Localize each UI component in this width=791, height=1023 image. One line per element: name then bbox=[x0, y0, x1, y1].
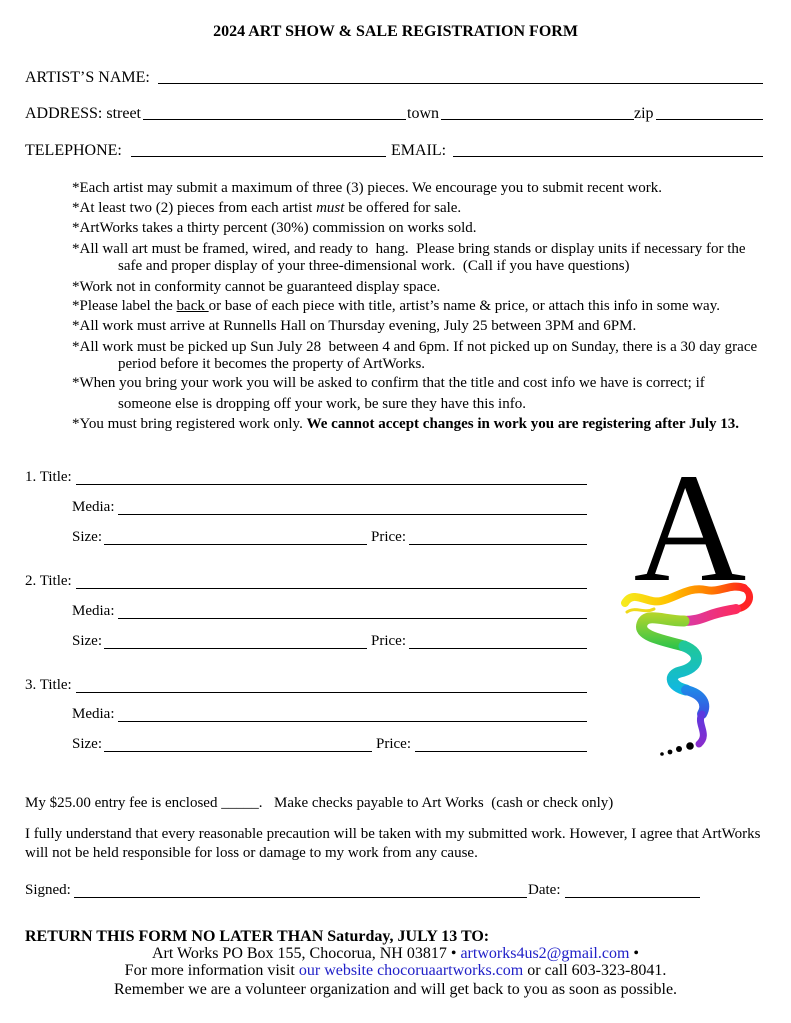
swirl-segment-cyan bbox=[672, 646, 696, 690]
swirl-segment-purple bbox=[699, 714, 703, 744]
entry-3-price-label: Price: bbox=[376, 736, 411, 752]
rule-commission: *ArtWorks takes a thirty percent (30%) commission on works sold. bbox=[72, 220, 477, 236]
street-field[interactable] bbox=[143, 119, 406, 120]
entry-1-media-field[interactable] bbox=[118, 514, 587, 515]
entry-3-size-label: Size: bbox=[72, 736, 102, 752]
entry-2-title-field[interactable] bbox=[76, 588, 587, 589]
entry-3-media-label: Media: bbox=[72, 706, 115, 722]
rule-wall-art: *All wall art must be framed, wired, and ready to hang. Please bring stands or display units if necessary for the bbox=[72, 241, 746, 257]
rule-text: *You must bring registered work only. bbox=[72, 416, 307, 432]
town-field[interactable] bbox=[441, 119, 634, 120]
entry-3-size-field[interactable] bbox=[104, 751, 372, 752]
rule-emphasis: must bbox=[316, 200, 345, 216]
rule-text: *At least two (2) pieces from each artist bbox=[72, 200, 317, 216]
entry-3-title-field[interactable] bbox=[76, 692, 587, 693]
info-text: For more information visit bbox=[124, 962, 299, 979]
rule-arrival: *All work must arrive at Runnells Hall on Thursday evening, July 25 between 3PM and 6PM. bbox=[72, 318, 637, 334]
email-label: EMAIL: bbox=[391, 142, 447, 159]
entry-2-size-label: Size: bbox=[72, 633, 102, 649]
swirl-dot bbox=[660, 752, 664, 756]
rule-underlined: back bbox=[176, 298, 209, 314]
rule-confirm-info: *When you bring your work you will be asked to confirm that the title and cost info we have is correct; if bbox=[72, 375, 705, 391]
rule-bold-notice: We cannot accept changes in work you are registering after July 13. bbox=[306, 416, 740, 432]
date-field[interactable] bbox=[565, 897, 700, 898]
entry-1-media-label: Media: bbox=[72, 499, 115, 515]
mailing-address-line bbox=[0, 945, 791, 963]
rule-labeling bbox=[72, 298, 720, 315]
swirl-segment-green bbox=[642, 618, 684, 646]
form-title: 2024 ART SHOW & SALE REGISTRATION FORM bbox=[213, 23, 578, 40]
info-line bbox=[0, 962, 791, 980]
logo-letter: A bbox=[633, 460, 747, 614]
swirl-segment-blue bbox=[686, 690, 704, 714]
rule-pickup: *All work must be picked up Sun July 28 between 4 and 6pm. If not picked up on Sunday, there is a 30 day grace bbox=[72, 339, 758, 355]
rule-wall-art-continued: safe and proper display of your three-dimensional work. (Call if you have questions) bbox=[118, 258, 630, 274]
artworks-logo bbox=[612, 460, 760, 765]
rule-max-pieces: *Each artist may submit a maximum of three (3) pieces. We encourage you to submit recent work. bbox=[72, 180, 663, 196]
swirl-dot bbox=[676, 746, 682, 752]
rule-text: or base of each piece with title, artist’s name & price, or attach this info in some way. bbox=[208, 298, 720, 314]
swirl-dot bbox=[686, 742, 694, 750]
entry-2-price-label: Price: bbox=[371, 633, 406, 649]
rule-confirm-info-continued: someone else is dropping off your work, be sure they have this info. bbox=[118, 396, 526, 412]
rule-registered-only bbox=[72, 416, 739, 433]
zip-field[interactable] bbox=[656, 119, 763, 120]
address-street-label: ADDRESS: street bbox=[25, 105, 141, 122]
telephone-label: TELEPHONE: bbox=[25, 142, 122, 159]
rule-text: be offered for sale. bbox=[344, 200, 462, 216]
entry-2-media-field[interactable] bbox=[118, 618, 587, 619]
entry-3-title-label: 3. Title: bbox=[25, 677, 72, 693]
entry-1-title-field[interactable] bbox=[76, 484, 587, 485]
artist-name-field[interactable] bbox=[158, 83, 763, 84]
rule-pickup-continued: period before it becomes the property of ArtWorks. bbox=[118, 356, 426, 372]
return-heading: RETURN THIS FORM NO LATER THAN Saturday, JULY 13 TO: bbox=[25, 928, 490, 945]
rule-for-sale bbox=[72, 200, 461, 217]
website-link[interactable]: our website chocoruaartworks.com bbox=[298, 962, 524, 979]
email-link[interactable]: artworks4us2@gmail.com bbox=[460, 945, 630, 962]
waiver-line-1: I fully understand that every reasonable precaution will be taken with my submitted work. However, I agree that ArtWorks bbox=[25, 826, 761, 842]
entry-2-price-field[interactable] bbox=[409, 648, 587, 649]
entry-3-price-field[interactable] bbox=[415, 751, 587, 752]
entry-1-size-field[interactable] bbox=[104, 544, 367, 545]
entry-fee-text: My $25.00 entry fee is enclosed _____. bbox=[25, 795, 263, 811]
waiver-line-2: will not be held responsible for loss or damage to my work from any cause. bbox=[25, 845, 478, 861]
entry-2-size-field[interactable] bbox=[104, 648, 367, 649]
zip-label: zip bbox=[634, 105, 654, 122]
entry-1-title-label: 1. Title: bbox=[25, 469, 72, 485]
swirl-dot bbox=[668, 750, 673, 755]
swirl-segment-yellow-wisp bbox=[627, 609, 654, 612]
entry-1-size-label: Size: bbox=[72, 529, 102, 545]
entry-2-title-label: 2. Title: bbox=[25, 573, 72, 589]
rule-conformity: *Work not in conformity cannot be guaranteed display space. bbox=[72, 279, 441, 295]
signed-label: Signed: bbox=[25, 882, 71, 898]
rule-text: *Please label the bbox=[72, 298, 177, 314]
date-label: Date: bbox=[528, 882, 561, 898]
info-text: or call 603-323-8041. bbox=[523, 962, 667, 979]
artist-name-label: ARTIST’S NAME: bbox=[25, 69, 150, 86]
entry-1-price-label: Price: bbox=[371, 529, 406, 545]
telephone-field[interactable] bbox=[131, 156, 386, 157]
entry-3-media-field[interactable] bbox=[118, 721, 587, 722]
email-field[interactable] bbox=[453, 156, 763, 157]
town-label: town bbox=[407, 105, 439, 122]
payment-note: Make checks payable to Art Works (cash or check only) bbox=[274, 795, 614, 811]
closing-note: Remember we are a volunteer organization and will get back to you as soon as possible. bbox=[113, 981, 678, 998]
entry-2-media-label: Media: bbox=[72, 603, 115, 619]
mailing-address: Art Works PO Box 155, Chocorua, NH 03817 • bbox=[152, 945, 461, 962]
entry-1-price-field[interactable] bbox=[409, 544, 587, 545]
mailing-address-end: • bbox=[629, 945, 639, 962]
signature-field[interactable] bbox=[74, 897, 527, 898]
